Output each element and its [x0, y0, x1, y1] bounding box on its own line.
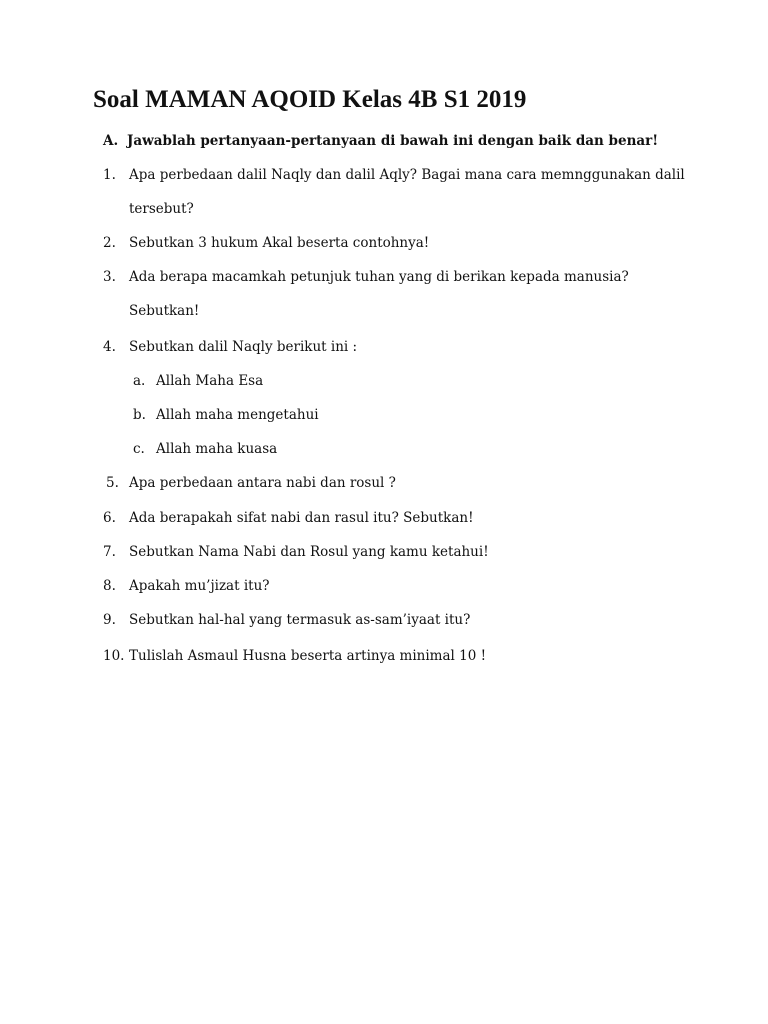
question-number: 6.	[103, 510, 116, 526]
question-text-continued: tersebut?	[129, 201, 194, 217]
question-number: 5.	[106, 475, 119, 491]
question-text: Sebutkan hal-hal yang termasuk as-sam’iyaat itu?	[129, 612, 471, 628]
page-title: Soal MAMAN AQOID Kelas 4B S1 2019	[93, 86, 527, 113]
question-text: Sebutkan Nama Nabi dan Rosul yang kamu ketahui!	[129, 544, 489, 560]
question-number: 4.	[103, 339, 116, 355]
question-text: Ada berapakah sifat nabi dan rasul itu? Sebutkan!	[129, 510, 474, 526]
question-number: 3.	[103, 269, 116, 285]
subitem-text: Allah Maha Esa	[156, 373, 264, 389]
question-number: 1.	[103, 167, 116, 183]
section-instruction: Jawablah pertanyaan-pertanyaan di bawah ini dengan baik dan benar!	[127, 133, 659, 149]
question-text: Apa perbedaan antara nabi dan rosul ?	[129, 475, 396, 491]
section-marker: A.	[103, 133, 119, 149]
question-number: 10.	[103, 648, 125, 664]
question-text: Apa perbedaan dalil Naqly dan dalil Aqly? Bagai mana cara memnggunakan dalil	[129, 167, 685, 183]
subitem-letter: a.	[133, 373, 146, 389]
question-text: Tulislah Asmaul Husna beserta artinya minimal 10 !	[129, 648, 487, 664]
question-number: 7.	[103, 544, 116, 560]
question-text: Sebutkan dalil Naqly berikut ini :	[129, 339, 358, 355]
question-text: Ada berapa macamkah petunjuk tuhan yang di berikan kepada manusia?	[129, 269, 629, 285]
subitem-text: Allah maha mengetahui	[156, 407, 319, 423]
question-number: 8.	[103, 578, 116, 594]
question-text: Apakah mu’jizat itu?	[129, 578, 270, 594]
question-number: 2.	[103, 235, 116, 251]
question-text: Sebutkan 3 hukum Akal beserta contohnya!	[129, 235, 430, 251]
subitem-letter: b.	[133, 407, 146, 423]
subitem-text: Allah maha kuasa	[156, 441, 278, 457]
question-number: 9.	[103, 612, 116, 628]
subitem-letter: c.	[133, 441, 145, 457]
question-text-continued: Sebutkan!	[129, 303, 200, 319]
